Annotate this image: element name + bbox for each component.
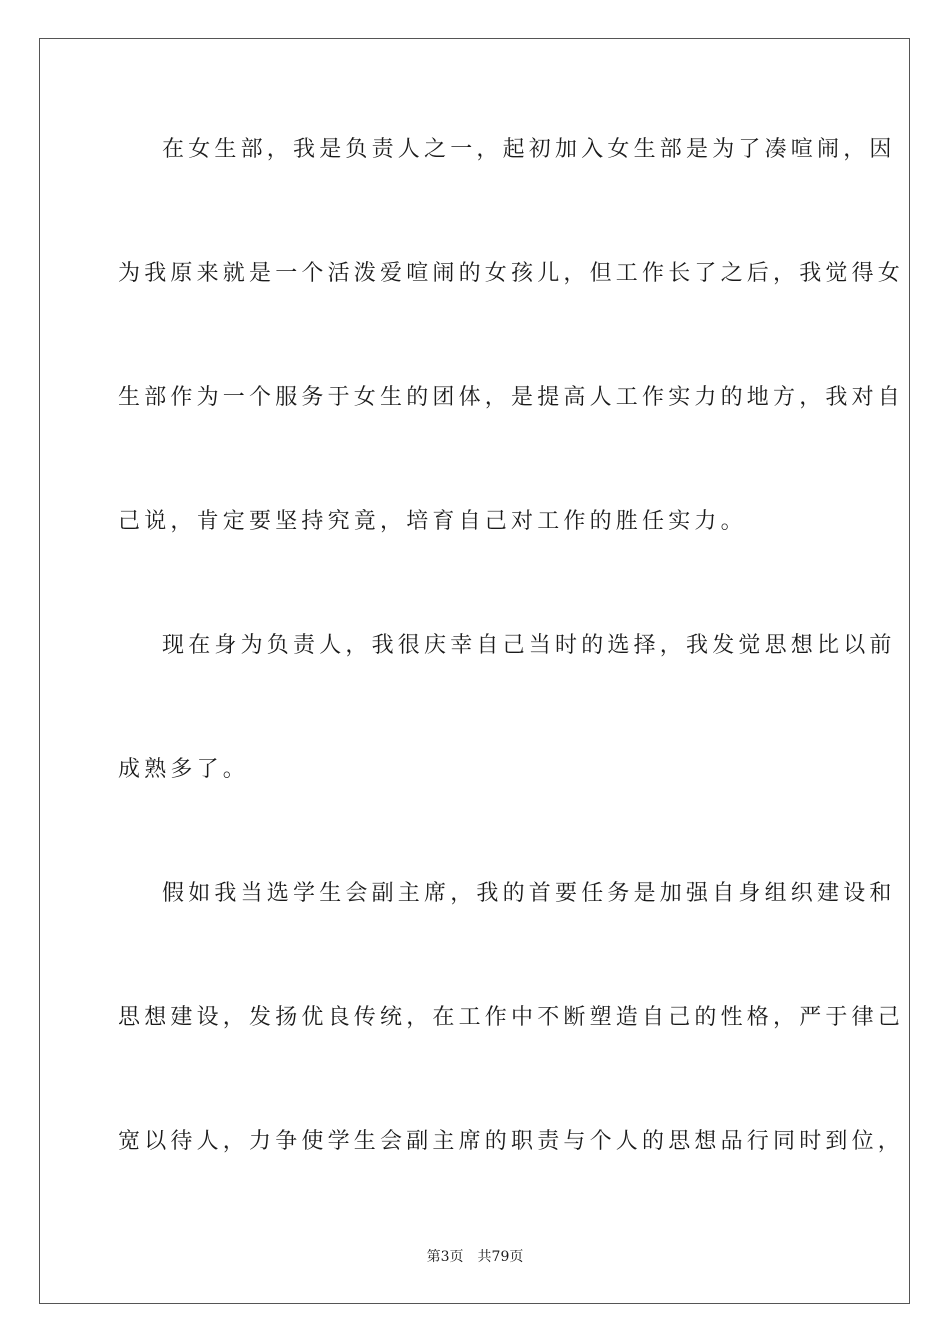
text-line: 己说，肯定要坚持究竟，培育自己对工作的胜任实力。 bbox=[118, 509, 747, 534]
text-line: 现在身为负责人，我很庆幸自己当时的选择，我发觉思想比以前 bbox=[162, 633, 896, 658]
text-line: 宽以待人，力争使学生会副主席的职责与个人的思想品行同时到位， bbox=[118, 1129, 905, 1154]
page-total: 共79页 bbox=[477, 1249, 524, 1265]
page-footer bbox=[0, 1247, 950, 1267]
text-line: 在女生部，我是负责人之一，起初加入女生部是为了凑喧闹，因 bbox=[162, 137, 896, 162]
text-line: 假如我当选学生会副主席，我的首要任务是加强自身组织建设和 bbox=[162, 881, 896, 906]
text-line: 成熟多了。 bbox=[118, 757, 250, 782]
page-number: 第3页 bbox=[426, 1249, 464, 1265]
text-line: 为我原来就是一个活泼爱喧闹的女孩儿，但工作长了之后，我觉得女 bbox=[118, 261, 905, 286]
text-line: 思想建设，发扬优良传统，在工作中不断塑造自己的性格，严于律己 bbox=[118, 1005, 905, 1030]
page-frame bbox=[39, 38, 910, 1304]
text-line: 生部作为一个服务于女生的团体，是提高人工作实力的地方，我对自 bbox=[118, 385, 905, 410]
